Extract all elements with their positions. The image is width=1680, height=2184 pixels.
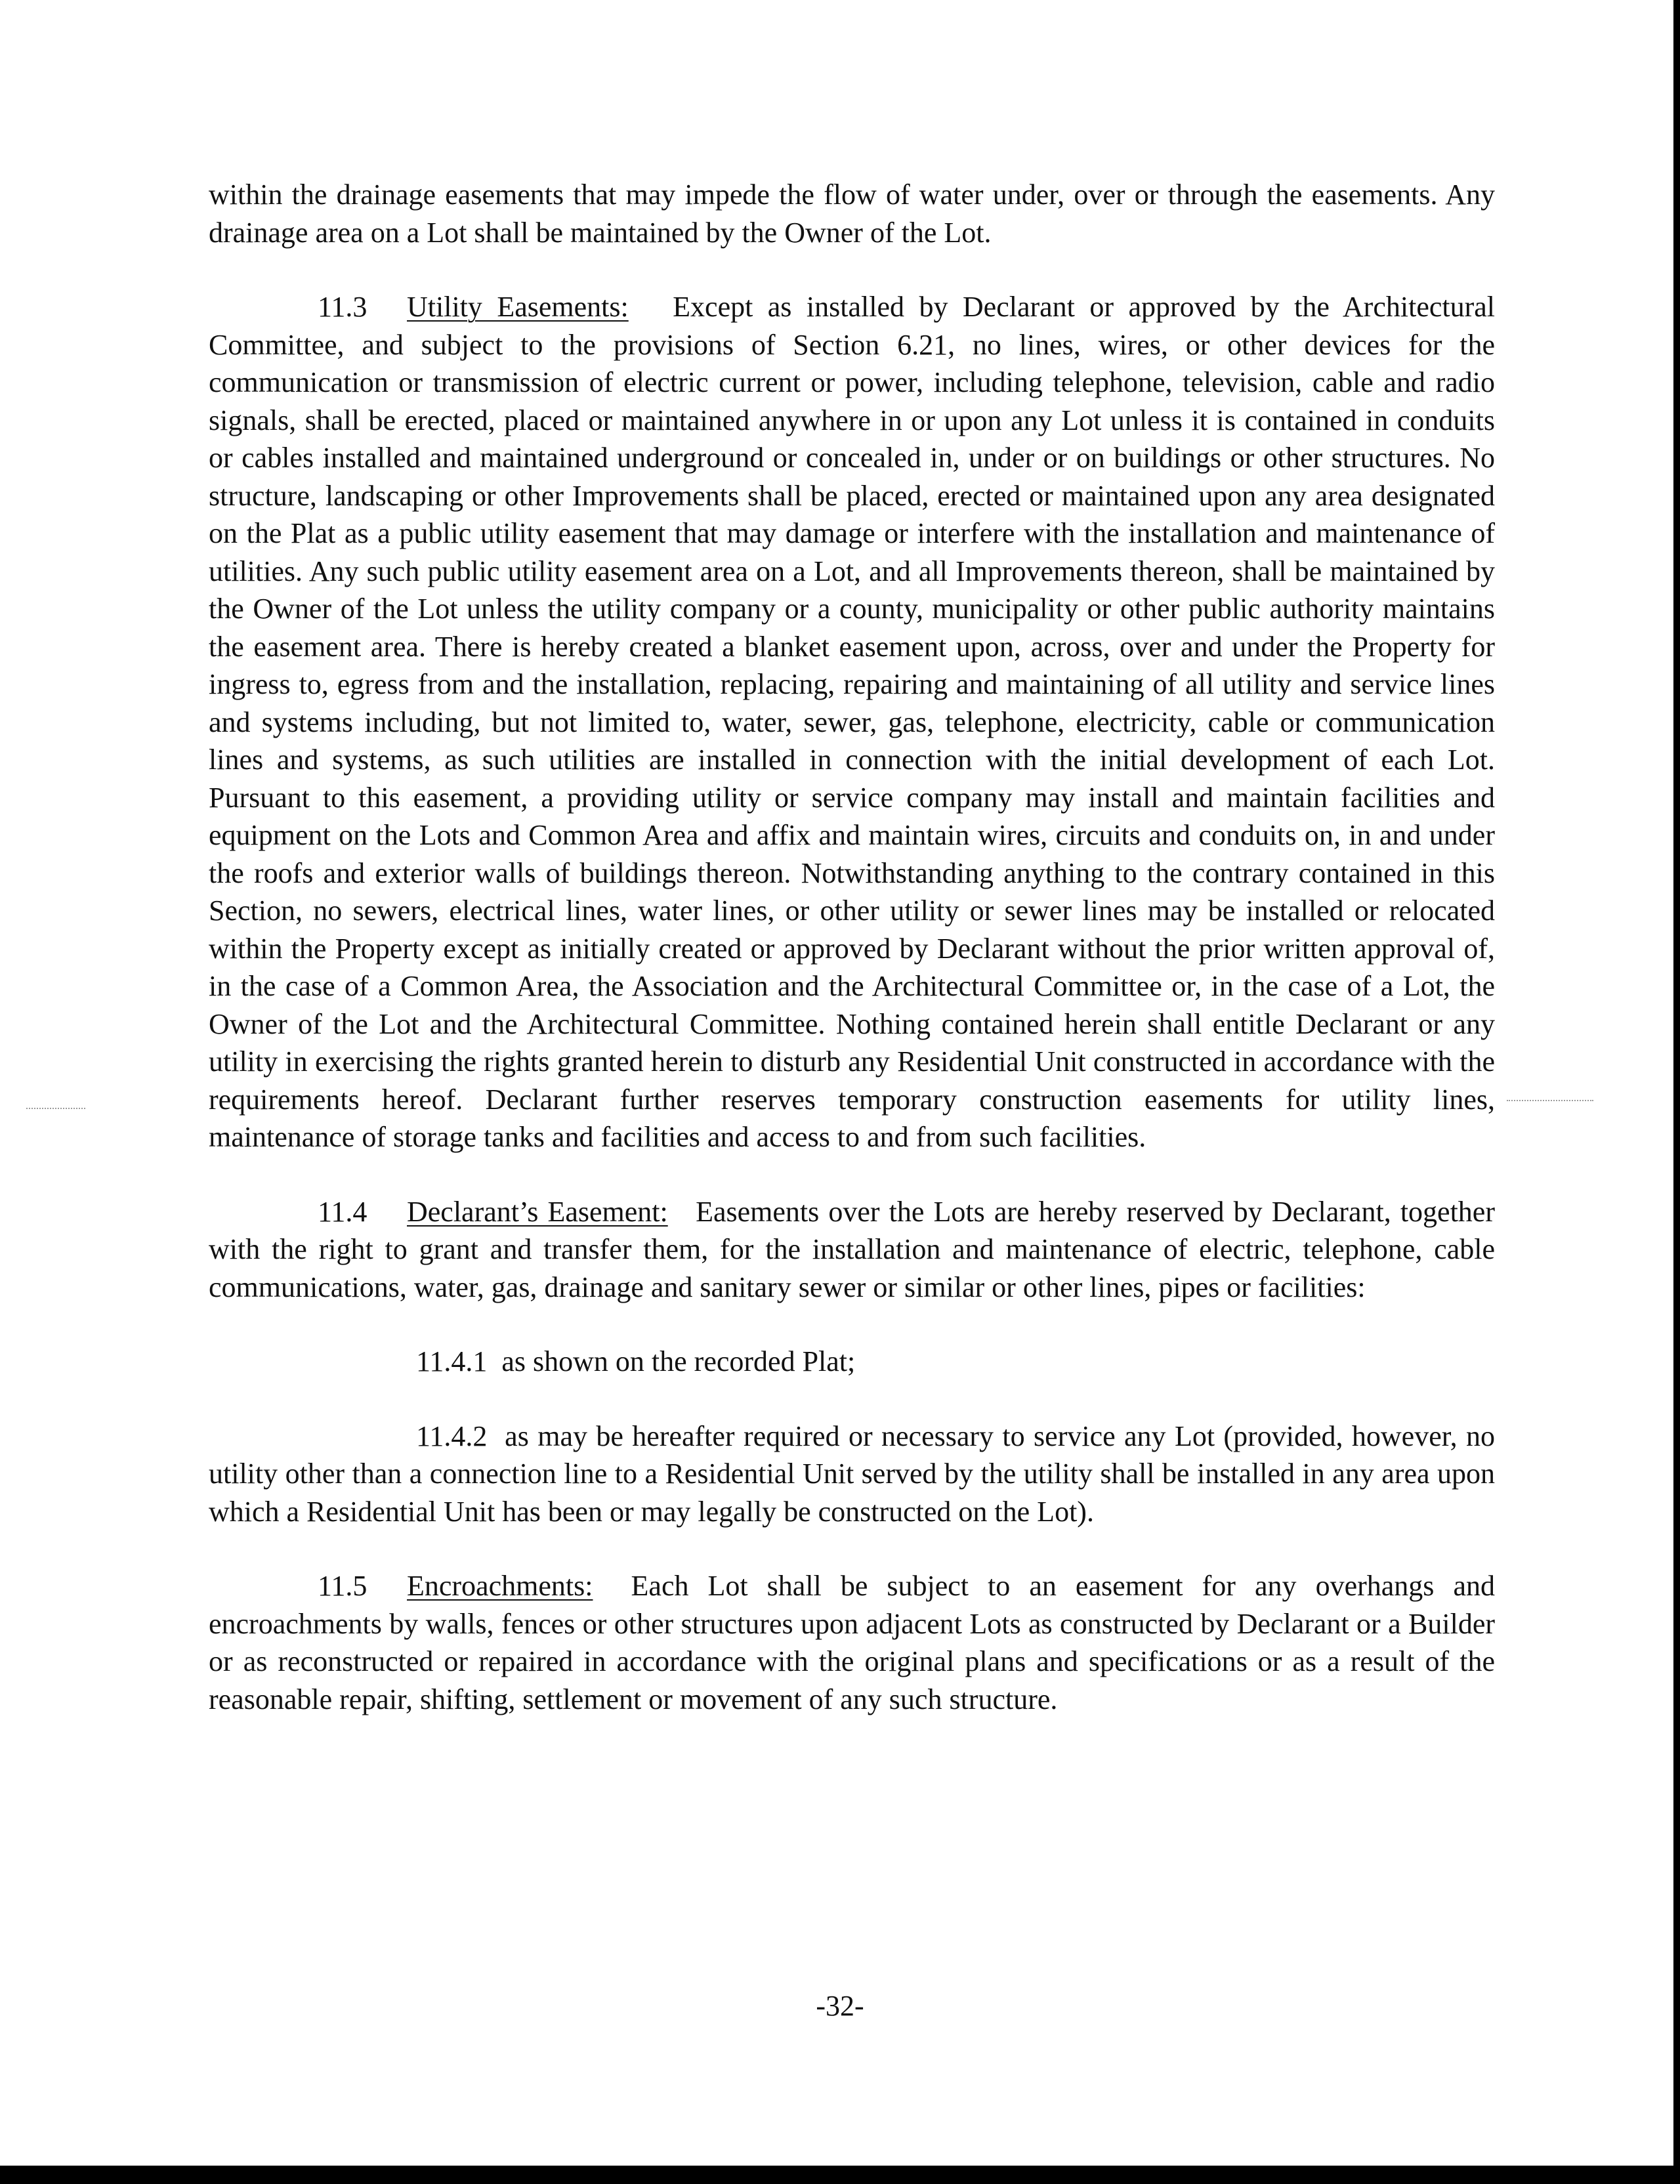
scan-edge-right xyxy=(1673,0,1680,2184)
page-number: -32- xyxy=(816,1990,864,2022)
subitem-11-4-2 xyxy=(209,1418,1495,1531)
section-number: 11.3 xyxy=(318,291,368,323)
document-page xyxy=(209,176,1495,1755)
subitem-11-4-1 xyxy=(209,1343,1495,1381)
section-text: Easements over the Lots are hereby reserved by Declarant, together with the right to grant and transfer them, for the installation and maintenance of electric, telephone, cable communications, water, gas, drainage and sanitary sewer or similar or other lines, pipes or facilities: xyxy=(209,1195,1495,1303)
subitem-number: 11.4.2 xyxy=(416,1419,488,1452)
scan-edge-bottom xyxy=(0,2166,1680,2184)
section-text: Except as installed by Declarant or approved by the Architectural Committee, and subject to the provisions of Section 6.21, no lines, wires, or other devices for the communication or transmission of electric current or power, including telephone, television, cable and radio signals, shall be erected, placed or maintained anywhere in or upon any Lot unless it is contained in conduits or cables installed and maintained underground or concealed in, under or on buildings or other structures. No structure, landscaping or other Improvements shall be placed, erected or maintained upon any area designated on the Plat as a public utility easement that may damage or interfere with the installation and maintenance of utilities. Any such public utility easement area on a Lot, and all Improvements thereon, shall be maintained by the Owner of the Lot unless the utility company or a county, municipality or other public authority maintains the easement area. There is hereby created a blanket easement upon, across, over and under the Property for ingress to, egress from and the installation, replacing, repairing and maintaining of all utility and service lines and systems including, but not limited to, water, sewer, gas, telephone, electricity, cable or communication lines and systems, as such utilities are installed in connection with the initial development of each Lot. Pursuant to this easement, a providing utility or service company may install and maintain facilities and equipment on the Lots and Common Area and affix and maintain wires, circuits and conduits on, in and under the roofs and exterior walls of buildings thereon. Notwithstanding anything to the contrary contained in this Section, no sewers, electrical lines, water lines, or other utility or sewer lines may be installed or relocated within the Property except as initially created or approved by Declarant without the prior written approval of, in the case of a Common Area, the Association and the Architectural Committee or, in the case of a Lot, the Owner of the Lot and the Architectural Committee. Nothing contained herein shall entitle Declarant or any utility in exercising the rights granted herein to disturb any Residential Unit constructed in accordance with the requirements hereof. Declarant further reserves temporary construction easements for utility lines, maintenance of storage tanks and facilities and access to and from such facilities. xyxy=(209,291,1496,1153)
subitem-text: as may be hereafter required or necessary to service any Lot (provided, however, no utility other than a connection line to a Residential Unit served by the utility shall be installed in any area upon which a Residential Unit has been or may legally be constructed on the Lot). xyxy=(209,1419,1496,1528)
section-11-3 xyxy=(209,288,1495,1156)
section-number: 11.5 xyxy=(318,1570,368,1602)
scan-artifact-right xyxy=(1507,1100,1593,1101)
section-number: 11.4 xyxy=(318,1195,368,1228)
continuation-paragraph: within the drainage easements that may impede the flow of water under, over or through the easements. Any drainage area on a Lot shall be maintained by the Owner of the Lot. xyxy=(209,178,1495,249)
section-11-5 xyxy=(209,1567,1495,1718)
section-heading: Utility Easements: xyxy=(407,291,629,323)
section-text: Each Lot shall be subject to an easement for any overhangs and encroachments by walls, fences or other structures upon adjacent Lots as constructed by Declarant or a Builder or as reconstructed or repaired in accordance with the original plans and specifications or as a result of the reasonable repair, shifting, settlement or movement of any such structure. xyxy=(209,1570,1495,1715)
section-11-4 xyxy=(209,1193,1495,1307)
subitem-text: as shown on the recorded Plat; xyxy=(501,1345,856,1377)
section-heading: Encroachments: xyxy=(407,1570,593,1602)
section-heading: Declarant’s Easement: xyxy=(407,1195,668,1228)
subitem-number: 11.4.1 xyxy=(416,1345,488,1377)
scan-artifact-left xyxy=(26,1108,85,1109)
